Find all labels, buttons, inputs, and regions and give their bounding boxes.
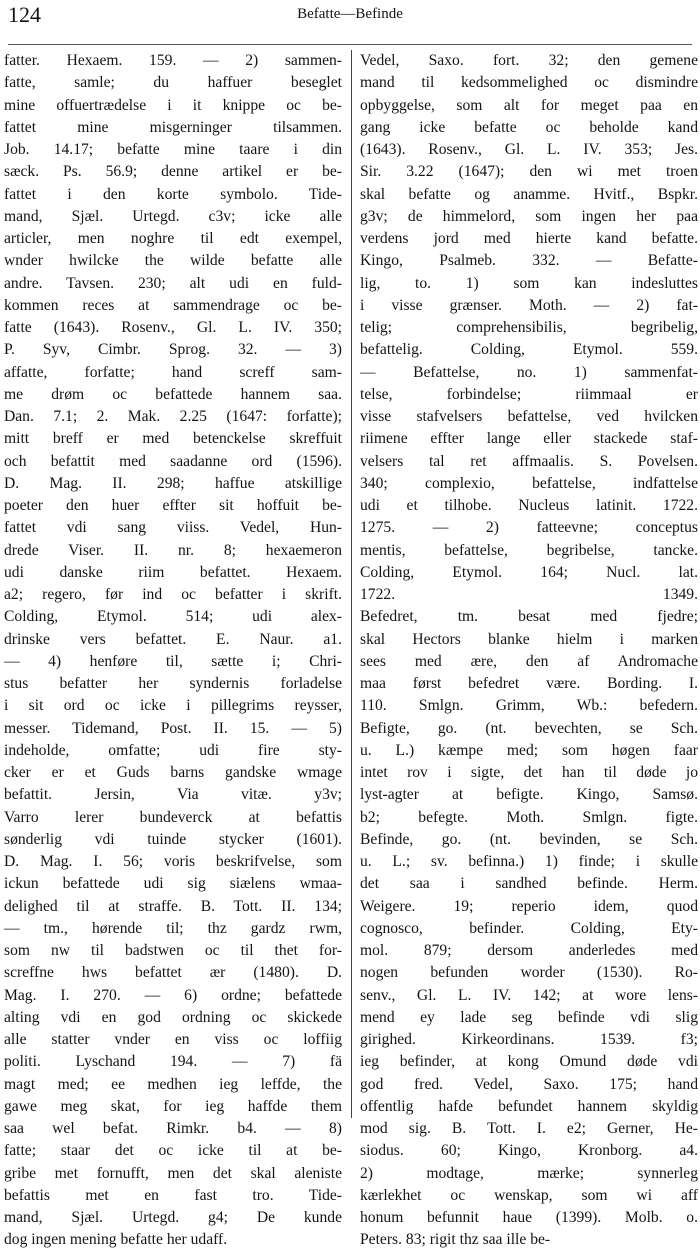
text-line: a2; regero, før ind oc befatter i skrift. (4, 586, 342, 603)
text-line: screffne hws befattet ær (1480). D. (4, 964, 342, 982)
text-line: articler, men noghre til edt exempel, (4, 230, 342, 247)
text-line: fattet i den korte symbolo. Tide- (4, 185, 342, 203)
text-line: 1722. 1349. (360, 586, 698, 603)
text-line: Befigte, go. (nt. bevechten, se Sch. (360, 719, 698, 737)
text-line: lig, to. 1) som kan indesluttes (360, 274, 698, 292)
text-line: cognosco, befinder. Colding, Ety- (360, 919, 698, 937)
text-line: gawe meg skat, for ieg haffde them (4, 1097, 342, 1115)
text-line: kærlekhet oc wenskap, som wi aff (360, 1186, 698, 1204)
page-number: 124 (8, 2, 41, 27)
text-line: Peters. 83; rigit thz saa ille be- (360, 1231, 551, 1249)
text-line: sees med ære, den af Andromache (360, 652, 698, 670)
text-line: udi danske riim befattet. Hexaem. (4, 563, 342, 581)
text-line: mand til kedsommelighed oc dismindre (360, 74, 698, 92)
text-line: indeholde, omfatte; udi fire sty- (4, 741, 342, 759)
text-line: skal Hectors blanke hielm i marken (360, 630, 698, 648)
text-line: — Befattelse, no. 1) sammenfat- (360, 363, 698, 381)
text-line: Varro lerer bundeverck at befattis (4, 808, 342, 826)
text-line: mentis, befattelse, begribelse, tancke. (360, 541, 698, 559)
running-title: Befatte—Befinde (297, 6, 403, 22)
text-line: sønderlig vdi tuinde stycker (1601). (4, 830, 342, 848)
text-line: mend ey lade seg befinde vdi slig (360, 1008, 698, 1026)
text-line: velsers tal ret affmaalis. S. Povelsen. (360, 452, 698, 470)
text-line: alting vdi en god ordning oc skickede (4, 1008, 342, 1026)
text-line: delighed til at straffe. B. Tott. II. 134; (4, 897, 342, 915)
text-line: senv., Gl. L. IV. 142; at wore lens- (360, 986, 698, 1004)
page-header (0, 2, 700, 32)
text-line: telig; comprehensibilis, begribelig, (360, 319, 698, 336)
text-line: telse, forbindelse; riimmaal er (360, 385, 698, 403)
text-line: Weigere. 19; reperio idem, quod (360, 897, 698, 915)
text-line: — 4) henføre til, sætte i; Chri- (4, 652, 342, 670)
text-line: lyst-agter at befigte. Kingo, Samsø. (360, 786, 698, 804)
text-line: udi et tilhobe. Nucleus latinit. 1722. (360, 497, 698, 514)
text-line: mand, Sjæl. Urtegd. g4; De kunde (4, 1209, 342, 1226)
text-line: i sit ord oc icke i pillegrims reysser, (4, 697, 342, 715)
text-line: siodus. 60; Kingo, Kronborg. a4. (360, 1142, 698, 1160)
text-line: befattis met en fast tro. Tide- (4, 1186, 342, 1204)
text-line: honum befunnit haue (1399). Molb. o. (360, 1209, 698, 1226)
text-line: P. Syv, Cimbr. Sprog. 32. — 3) (4, 341, 342, 359)
text-line: visse stafvelsers befattelse, ved hvilcken (360, 408, 698, 425)
text-line: mod sig. B. Tott. I. e2; Gerner, He- (360, 1120, 698, 1137)
text-line: god fred. Vedel, Saxo. 175; hand (360, 1075, 698, 1093)
text-line: gribe met fornufft, men det skal aleniste (4, 1164, 342, 1182)
text-line: skal befatte og anamme. Hvitf., Bspkr. (360, 185, 698, 203)
text-line: mand, Sjæl. Urtegd. c3v; icke alle (4, 207, 342, 225)
text-line: girighed. Kirkeordinans. 1539. f3; (360, 1031, 698, 1048)
text-line: u. L.) kæmpe med; som høgen faar (360, 741, 698, 759)
text-line: befattelig. Colding, Etymol. 559. (360, 341, 698, 359)
text-line: 1275. — 2) fatteevne; conceptus (360, 519, 698, 537)
text-line: poeter den huer effter sit hoffuit be- (4, 497, 342, 514)
text-line: messer. Tidemand, Post. II. 15. — 5) (4, 719, 342, 737)
text-line: nogen befunden worder (1530). Ro- (360, 964, 698, 982)
text-line: cker er et Guds barns gandske wmage (4, 764, 342, 781)
text-line: maa først befedret være. Bording. I. (360, 675, 698, 692)
text-line: dog ingen mening befatte her udaff. (4, 1231, 228, 1249)
text-line: me drøm oc befattede hannem saa. (4, 385, 342, 403)
text-line: Vedel, Saxo. fort. 32; den gemene (360, 52, 698, 69)
text-line: affatte, forfatte; hand screff sam- (4, 363, 342, 381)
text-line: offentlig hafde befundet hannem skyldig (360, 1097, 698, 1115)
text-line: mine offuertrædelse i it knippe oc be- (4, 96, 342, 114)
text-line: Befinde, go. (nt. bevinden, se Sch. (360, 830, 698, 848)
text-line: alle statter vnder en viss oc loffiig (4, 1031, 342, 1048)
text-line: och befattit med saadanne ord (1596). (4, 452, 342, 470)
text-line: det saa i sandhed befinde. Herm. (360, 875, 698, 893)
text-line: Job. 14.17; befatte mine taare i din (4, 141, 342, 158)
text-line: Colding, Etymol. 164; Nucl. lat. (360, 563, 698, 581)
text-line: mitt breff er med betenckelse skreffuit (4, 430, 342, 448)
text-line: wnder hwilcke the wilde befatte alle (4, 252, 342, 270)
text-line: fatter. Hexaem. 159. — 2) sammen- (4, 52, 342, 69)
text-line: Befedret, tm. besat med fjedre; (360, 608, 698, 626)
text-line: fattet vdi sang viiss. Vedel, Hun- (4, 519, 342, 537)
text-line: Kingo, Psalmeb. 332. — Befatte- (360, 252, 698, 270)
text-line: fatte (1643). Rosenv., Gl. L. IV. 350; (4, 319, 342, 336)
text-line: som nw til badstwen oc til thet for- (4, 942, 342, 959)
header-rule (8, 44, 692, 45)
text-line: D. Mag. II. 298; haffue atskillige (4, 474, 342, 492)
text-line: magt med; ee medhen ieg leffde, the (4, 1075, 342, 1093)
right-column (360, 50, 698, 1249)
text-line: g3v; de himmelord, som ingen her paa (360, 207, 698, 225)
text-line: Dan. 7.1; 2. Mak. 2.25 (1647: forfatte); (4, 408, 342, 425)
text-line: gang icke befatte oc beholde kand (360, 118, 698, 136)
text-line: fattet mine misgerninger tilsammen. (4, 118, 342, 136)
text-line: kommen reces at sammendrage oc be- (4, 296, 342, 314)
text-line: Colding, Etymol. 514; udi alex- (4, 608, 342, 626)
text-line: verdens jord med hierte kand befatte. (360, 230, 698, 247)
text-line: 340; complexio, befattelse, indfattelse (360, 474, 698, 492)
text-line: andre. Tavsen. 230; alt udi en fuld- (4, 274, 342, 292)
text-line: politi. Lyschand 194. — 7) fä (4, 1053, 342, 1071)
text-line: b2; befegte. Moth. Smlgn. figte. (360, 808, 698, 826)
text-line: 2) modtage, mærke; synnerleg (360, 1164, 698, 1182)
text-line: (1643). Rosenv., Gl. L. IV. 353; Jes. (360, 141, 698, 158)
text-line: riimene effter lange eller stackede staf- (360, 430, 698, 448)
text-line: — tm., hørende til; thz gardz rwm, (4, 919, 342, 937)
text-line: fatte, samle; du haffuer beseglet (4, 74, 342, 92)
text-line: sæck. Ps. 56.9; denne artikel er be- (4, 163, 342, 181)
text-line: ickun befattede udi sig siælens wmaa- (4, 875, 342, 893)
text-line: Mag. I. 270. — 6) ordne; befattede (4, 986, 342, 1004)
text-line: 110. Smlgn. Grimm, Wb.: befedern. (360, 697, 698, 715)
text-line: drede Viser. II. nr. 8; hexaemeron (4, 541, 342, 559)
text-line: Sir. 3.22 (1647); den wi met troen (360, 163, 698, 181)
column-divider (351, 50, 352, 1118)
text-line: u. L.; sv. befinna.) 1) finde; i skulle (360, 853, 698, 870)
text-line: befattit. Jersin, Via vitæ. y3v; (4, 786, 342, 804)
text-line: saa wel befat. Rimkr. b4. — 8) (4, 1120, 342, 1137)
text-line: mol. 879; dersom anderledes med (360, 942, 698, 959)
left-column (4, 50, 342, 1249)
text-line: stus befatter her syndernis forladelse (4, 675, 342, 692)
text-line: opbyggelse, som alt for meget paa en (360, 96, 698, 114)
text-line: D. Mag. I. 56; voris beskrifvelse, som (4, 853, 342, 870)
text-line: ieg befinder, at kong Omund døde vdi (360, 1053, 698, 1071)
text-line: intet rov i sigte, det han til døde jo (360, 764, 698, 781)
text-line: i visse grænser. Moth. — 2) fat- (360, 296, 698, 314)
text-line: fatte; staar det oc icke til at be- (4, 1142, 342, 1160)
text-line: drinske vers befattet. E. Naur. a1. (4, 630, 342, 648)
